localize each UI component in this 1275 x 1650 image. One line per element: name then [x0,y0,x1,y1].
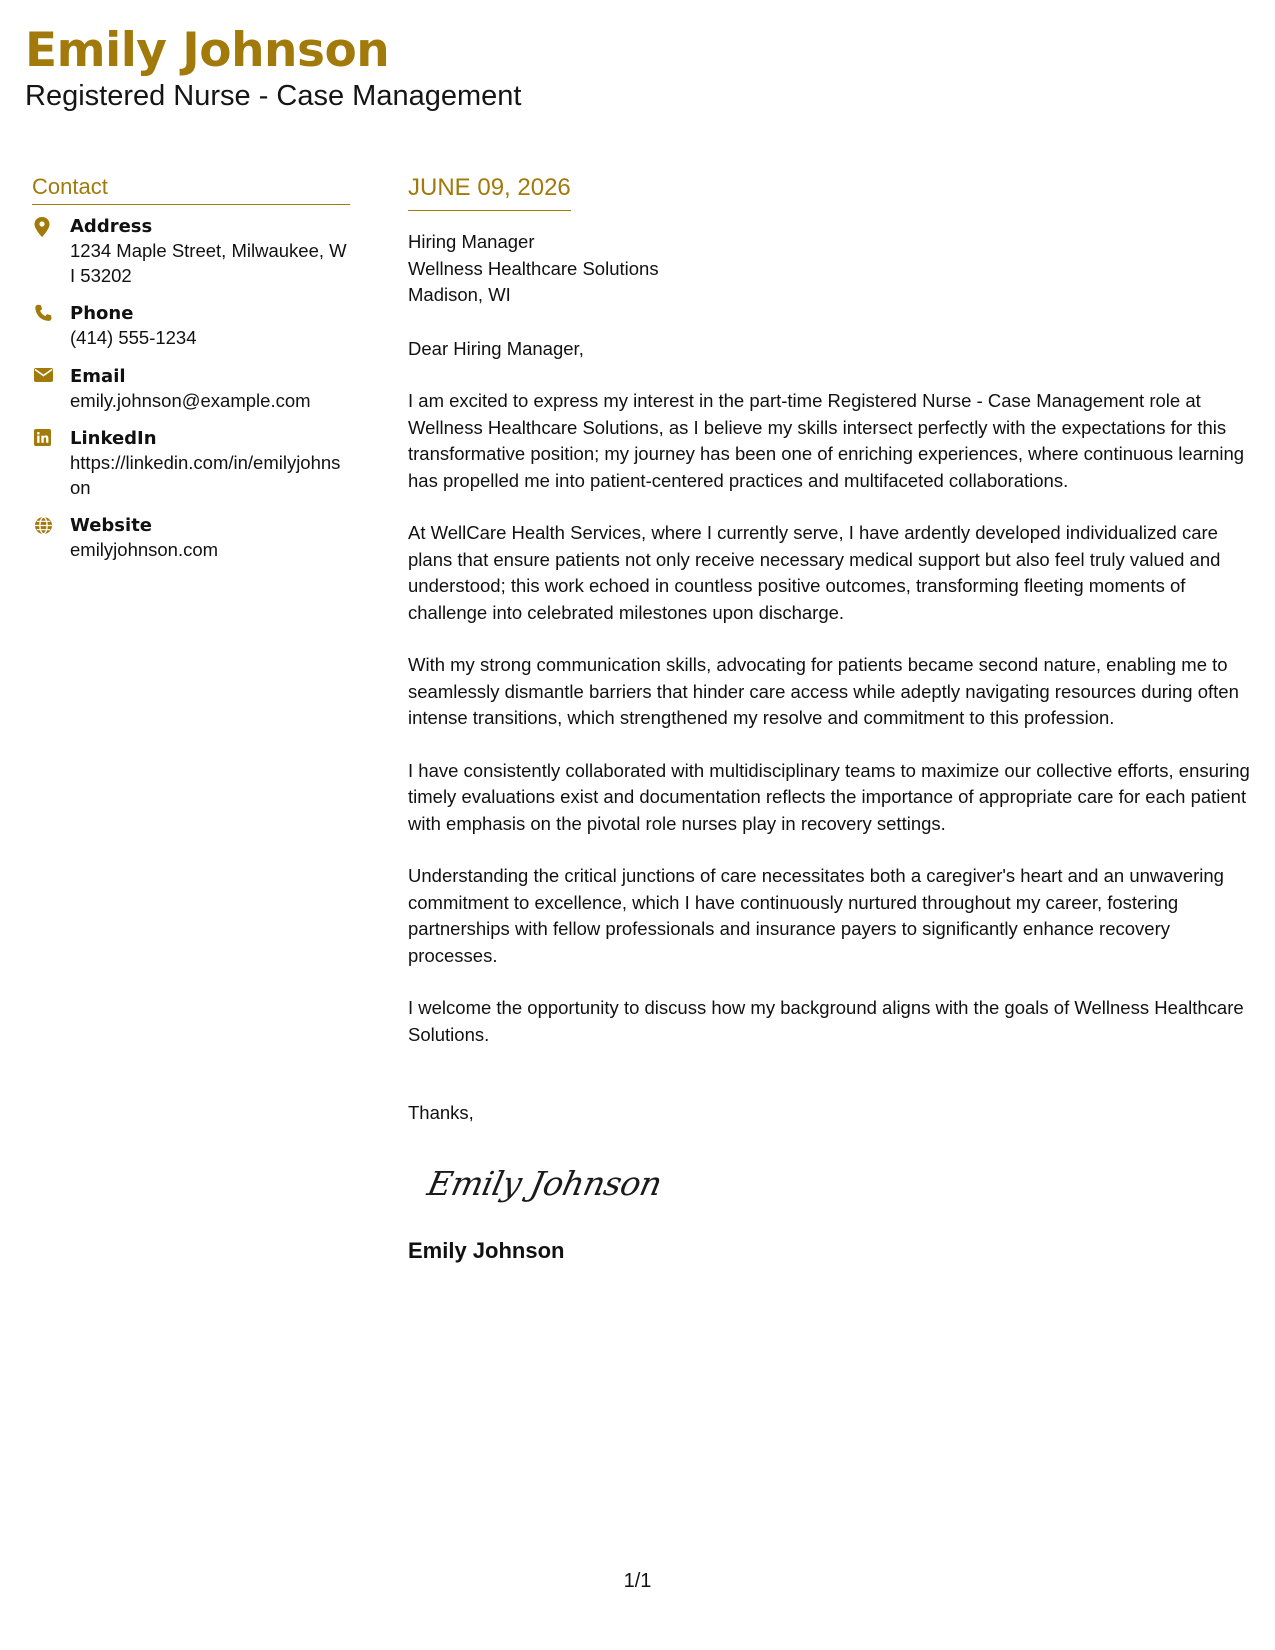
recipient-line: Wellness Healthcare Solutions [408,257,659,279]
letter-header [25,22,521,114]
signer-name: Emily Johnson [408,1237,565,1263]
website-value: emilyjohnson.com [70,539,219,560]
contact-item-phone [32,302,350,351]
applicant-name: Emily Johnson [25,23,390,78]
handwritten-signature [424,1157,1253,1209]
contact-label: Address [70,216,153,237]
recipient-block [408,229,1253,309]
body-paragraph: At WellCare Health Services, where I currently serve, I have ardently developed individualized care plans that ensure patients not only receive necessary medical support but also feel truly valued and understood; this work echoed in countless positive outcomes, transforming fleeting moments of challenge into celebrated milestones upon discharge. [408,522,1221,623]
recipient-line: Hiring Manager [408,231,535,252]
phone-value: (414) 555-1234 [70,327,197,348]
contact-heading: Contact [32,172,350,205]
linkedin-value: https://linkedin.com/in/emilyjohnson [70,452,341,498]
letter-body [408,172,1253,1265]
contact-label: Phone [70,303,134,324]
page-number: 1/1 [623,1570,652,1592]
globe-icon [34,516,52,534]
contact-item-email [32,365,350,414]
contact-list [32,215,350,563]
recipient-line: Madison, WI [408,284,511,305]
envelope-icon [34,367,52,385]
letter-date: JUNE 09, 2026 [408,172,571,211]
body-paragraph: I have consistently collaborated with multidisciplinary teams to maximize our collective efforts, ensuring timely evaluations exist and documentation reflects the importance of appropriate care for each patient with emphasis on the pivotal role nurses play in recovery settings. [408,759,1250,834]
map-pin-icon [34,217,52,235]
contact-label: Website [70,515,153,536]
body-paragraph: I welcome the opportunity to discuss how my background aligns with the goals of Wellness Healthcare Solutions. [408,997,1244,1045]
contact-sidebar [32,172,350,577]
phone-icon [34,304,52,322]
contact-item-website [32,514,350,563]
salutation: Dear Hiring Manager, [408,337,584,359]
body-paragraph: I am excited to express my interest in the part-time Registered Nurse - Case Management role at Wellness Healthcare Solutions, as I believe my skills intersect perfectly with the expectations for this transformative position; my journey has been one of enriching experiences, where continuous learning has propelled me into patient-centered practices and multifaceted collaborations. [408,390,1245,491]
closing: Thanks, [408,1102,474,1123]
contact-item-linkedin [32,427,350,500]
signature-script: Emily Johnson [424,1163,664,1203]
linkedin-icon [34,429,52,447]
contact-item-address [32,215,350,288]
body-paragraph: With my strong communication skills, advocating for patients became second nature, enabling me to seamlessly dismantle barriers that hinder care access while adeptly navigating resources during often intense transitions, which strengthened my resolve and commitment to this profession. [408,654,1239,728]
email-value: emily.johnson@example.com [70,389,311,411]
contact-label: LinkedIn [70,428,157,449]
address-value: 1234 Maple Street, Milwaukee, WI 53202 [70,240,347,286]
applicant-title: Registered Nurse - Case Management [25,80,522,112]
body-paragraph: Understanding the critical junctions of care necessitates both a caregiver's heart and an unwavering commitment to excellence, which I have continuously nurtured throughout my career, fostering partnerships with fellow professionals and insurance payers to significantly enhance recovery processes. [408,865,1224,966]
contact-label: Email [70,365,126,387]
